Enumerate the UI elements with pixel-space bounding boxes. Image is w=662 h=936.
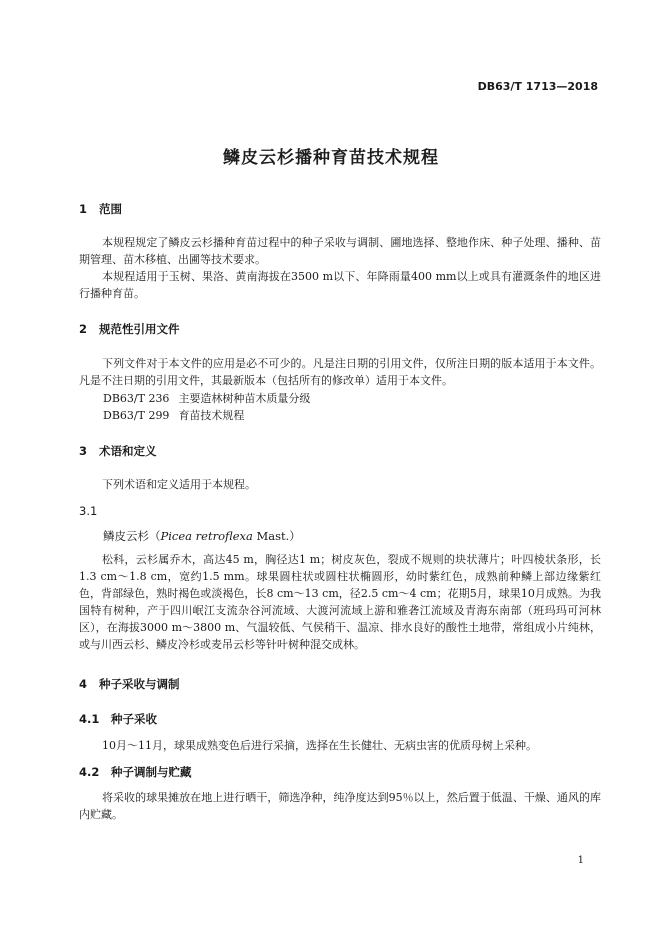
reference-item: [103, 390, 310, 406]
term-entry: [103, 528, 301, 544]
section-number: 4: [79, 677, 88, 691]
section-3-heading: [79, 443, 157, 459]
subsection-4-2-heading: [79, 764, 192, 780]
reference-item: [103, 407, 244, 423]
section-4-heading: [79, 676, 180, 692]
term-latin-name: Picea retroflexa: [160, 529, 253, 543]
term-author: Mast.）: [252, 529, 301, 543]
seed-storage-paragraph: 将采收的球果摊放在地上进行晒干，筛选净种，纯净度达到95％以上，然后置于低温、干燥、通风的库内贮藏。: [79, 791, 601, 821]
standard-code: DB63/T 1713—2018: [477, 80, 598, 93]
terms-intro-paragraph: 下列术语和定义适用于本规程。: [102, 478, 256, 491]
subsection-title: 种子采收: [111, 712, 157, 726]
section-title: 范围: [99, 202, 122, 216]
seed-collection-paragraph: 10月～11月，球果成熟变色后进行采摘，选择在生长健壮、无病虫害的优质母树上采种。: [102, 739, 537, 752]
document-title: 鳞皮云杉播种育苗技术规程: [223, 148, 439, 168]
section-title: 规范性引用文件: [99, 322, 180, 336]
reference-title: 主要造林树种苗木质量分级: [178, 392, 311, 405]
section-title: 种子采收与调制: [99, 677, 180, 691]
subsection-3-1-number: 3.1: [79, 504, 98, 518]
section-2-heading: [79, 321, 180, 337]
term-definition-paragraph: 松科，云杉属乔木，高达45 m，胸径达1 m；树皮灰色，裂成不规则的块状薄片；叶四棱状条形，长1.3 cm～1.8 cm，宽约1.5 mm。球果圆柱状或圆柱状椭圆形，幼时紫红色，成熟前种鳞上部边缘紫红色，背部绿色，熟时褐色或淡褐色，长8 cm～13 cm，径2.5 cm～4 cm；花期5月，球果10月成熟。为我国特有树种，产于四川岷江支流杂谷河流域、大渡河流域上游和雅砻江流域及青海东南部（班玛玛可河林区），在海拔3000 m～3800 m、气温较低、气侯稍干、温凉、排水良好的酸性土地带，常组成小片纯林，或与川西云杉、鳞皮冷杉或麦吊云杉等针叶树种混交成林。: [79, 553, 601, 651]
reference-code: DB63/T 299: [103, 409, 170, 422]
reference-title: 育苗技术规程: [178, 409, 245, 422]
subsection-number: 4.1: [79, 712, 100, 726]
scope-paragraph-2: 本规程适用于玉树、果洛、黄南海拔在3500 m以下、年降雨量400 mm以上或具有灌溉条件的地区进行播种育苗。: [79, 270, 601, 300]
section-number: 2: [79, 322, 88, 336]
reference-code: DB63/T 236: [103, 392, 170, 405]
term-chinese: 鳞皮云杉（: [103, 529, 161, 543]
section-1-heading: [79, 201, 122, 217]
subsection-number: 4.2: [79, 765, 100, 779]
page-number: 1: [577, 855, 584, 866]
references-paragraph: 下列文件对于本文件的应用是必不可少的。凡是注日期的引用文件，仅所注日期的版本适用于本文件。凡是不注日期的引用文件，其最新版本（包括所有的修改单）适用于本文件。: [79, 357, 601, 387]
section-number: 1: [79, 202, 88, 216]
section-title: 术语和定义: [99, 444, 157, 458]
scope-paragraph-1: 本规程规定了鳞皮云杉播种育苗过程中的种子采收与调制、圃地选择、整地作床、种子处理、播种、苗期管理、苗木移植、出圃等技术要求。: [79, 236, 601, 266]
subsection-4-1-heading: [79, 711, 157, 727]
section-number: 3: [79, 444, 88, 458]
subsection-title: 种子调制与贮藏: [111, 765, 192, 779]
